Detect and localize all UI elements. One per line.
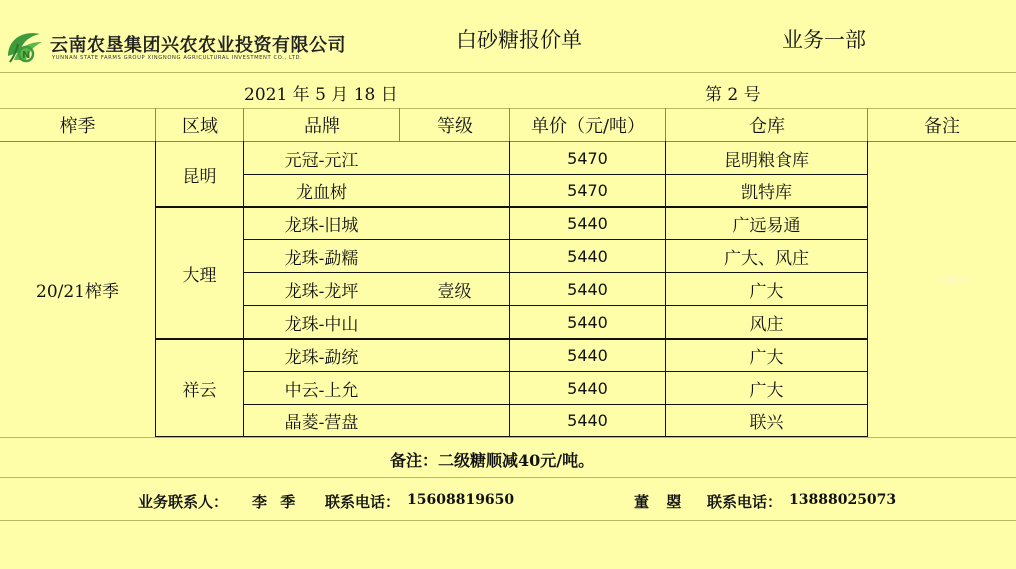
company-name-en: YUNNAN STATE FARMS GROUP XINGNONG AGRICULTURAL INVESTMENT CO., LTD. xyxy=(52,55,303,61)
document-title: 白砂糖报价单 xyxy=(456,28,582,52)
brand-cell: 龙珠-勐糯 xyxy=(284,248,359,269)
brand-cell: 龙珠-旧城 xyxy=(284,216,359,236)
logo-leaf-icon xyxy=(4,26,46,66)
contact-person-2: 董 曌 xyxy=(634,493,688,511)
col-header-warehouse: 仓库 xyxy=(749,116,785,137)
warehouse-cell: 广大 xyxy=(749,348,784,368)
brand-cell: 中云-上允 xyxy=(284,380,359,401)
price-cell: 5440 xyxy=(567,214,608,233)
warehouse-cell: 广大、风庄 xyxy=(724,248,809,269)
warehouse-cell: 联兴 xyxy=(749,413,784,433)
quote-number: 第 2 号 xyxy=(705,85,761,105)
warehouse-cell: 昆明粮食库 xyxy=(724,150,809,171)
col-header-price: 单价（元/吨） xyxy=(530,116,646,137)
brand-cell: 元冠-元江 xyxy=(284,150,359,171)
col-header-season: 榨季 xyxy=(59,116,96,137)
watermark: 白糖网 xyxy=(936,276,966,287)
footnote: 备注：二级糖顺减40元/吨。 xyxy=(390,451,595,470)
col-header-brand: 品牌 xyxy=(304,116,340,137)
quote-date: 2021 年 5 月 18 日 xyxy=(244,85,398,105)
brand-cell: 龙珠-中山 xyxy=(284,314,359,335)
department-label: 业务一部 xyxy=(782,28,866,52)
warehouse-cell: 广大 xyxy=(749,380,784,401)
price-cell: 5470 xyxy=(567,148,608,168)
svg-text:N: N xyxy=(22,50,31,61)
season-cell: 20/21榨季 xyxy=(36,282,119,302)
region-dali: 大理 xyxy=(182,266,217,286)
price-cell: 5440 xyxy=(567,246,608,266)
price-cell: 5440 xyxy=(567,378,608,398)
contact-label: 业务联系人： xyxy=(138,493,229,511)
col-header-region: 区域 xyxy=(182,116,218,137)
warehouse-cell: 广大 xyxy=(749,281,784,302)
warehouse-cell: 凯特库 xyxy=(741,183,792,203)
brand-cell: 龙血树 xyxy=(296,183,347,203)
phone-label-1: 联系电话： xyxy=(325,493,401,511)
brand-cell: 龙珠-龙坪 xyxy=(284,281,359,302)
phone-number-1: 15608819650 xyxy=(407,492,515,508)
price-cell: 5470 xyxy=(567,181,608,200)
grade-cell: 壹级 xyxy=(437,282,472,302)
region-xiangyun: 祥云 xyxy=(182,381,217,401)
price-cell: 5440 xyxy=(567,346,608,365)
price-cell: 5440 xyxy=(567,312,608,332)
phone-label-2: 联系电话： xyxy=(707,493,783,511)
contact-person-1: 李 季 xyxy=(252,493,300,511)
company-name-cn: 云南农垦集团兴农农业投资有限公司 xyxy=(50,35,346,56)
region-kunming: 昆明 xyxy=(182,167,217,187)
brand-cell: 晶菱-营盘 xyxy=(284,413,359,433)
company-logo xyxy=(4,26,46,66)
warehouse-cell: 风庄 xyxy=(749,314,784,335)
phone-number-2: 13888025073 xyxy=(789,492,897,508)
price-cell: 5440 xyxy=(567,279,608,299)
warehouse-cell: 广远易通 xyxy=(732,216,801,236)
price-cell: 5440 xyxy=(567,411,608,430)
brand-cell: 龙珠-勐统 xyxy=(284,348,359,368)
col-header-remarks: 备注 xyxy=(924,116,960,137)
col-header-grade: 等级 xyxy=(437,116,473,137)
